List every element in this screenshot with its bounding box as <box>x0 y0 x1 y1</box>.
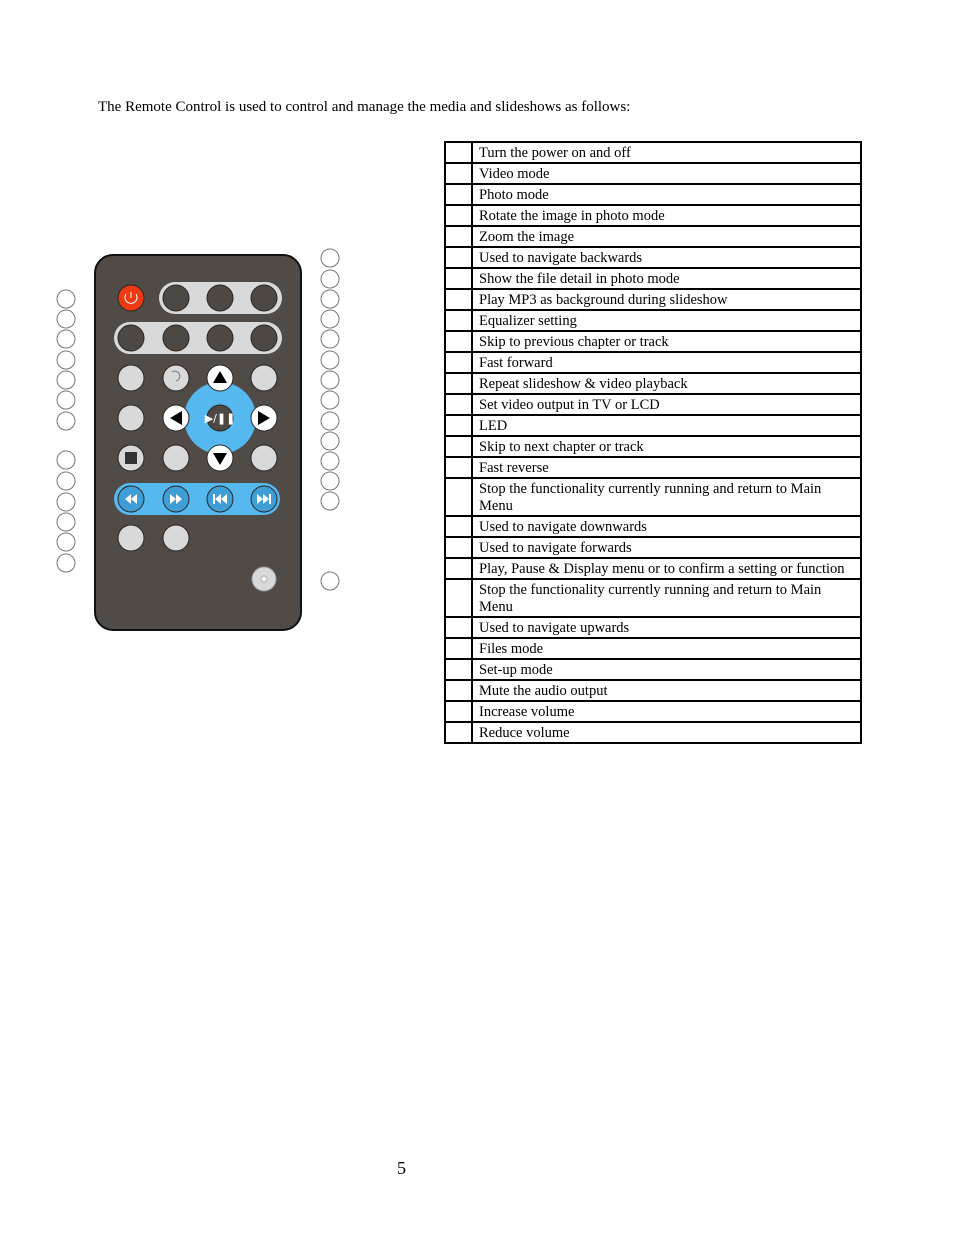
function-description: Set-up mode <box>472 659 861 680</box>
function-row <box>445 205 861 226</box>
function-description: Reduce volume <box>472 722 861 743</box>
callout-marker <box>321 371 339 389</box>
repeat-button[interactable] <box>118 525 144 551</box>
callout-marker <box>57 412 75 430</box>
photo-mode-button[interactable] <box>207 285 233 311</box>
function-description: Repeat slideshow & video playback <box>472 373 861 394</box>
function-description: Stop the functionality currently running and return to Main Menu <box>472 478 861 516</box>
function-row <box>445 680 861 701</box>
function-description: Turn the power on and off <box>472 142 861 163</box>
function-row <box>445 373 861 394</box>
stop-button-top[interactable] <box>251 365 277 391</box>
callout-marker <box>321 351 339 369</box>
rotate-button[interactable] <box>163 365 189 391</box>
function-number-cell <box>445 415 472 436</box>
function-description: Files mode <box>472 638 861 659</box>
function-row <box>445 537 861 558</box>
equalizer-button[interactable] <box>163 445 189 471</box>
callout-marker <box>321 452 339 470</box>
tv-lcd-button[interactable] <box>163 525 189 551</box>
callout-marker <box>57 472 75 490</box>
function-row <box>445 558 861 579</box>
function-row <box>445 331 861 352</box>
function-description: Fast reverse <box>472 457 861 478</box>
files-mode-button[interactable] <box>251 285 277 311</box>
function-row <box>445 638 861 659</box>
function-number-cell <box>445 558 472 579</box>
callout-marker <box>321 472 339 490</box>
function-description: Video mode <box>472 163 861 184</box>
callout-marker <box>321 492 339 510</box>
page-number: 5 <box>397 1158 406 1178</box>
function-description: LED <box>472 415 861 436</box>
function-row <box>445 415 861 436</box>
function-number-cell <box>445 436 472 457</box>
function-description: Play, Pause & Display menu or to confirm a setting or function <box>472 558 861 579</box>
function-number-cell <box>445 516 472 537</box>
function-number-cell <box>445 478 472 516</box>
function-number-cell <box>445 226 472 247</box>
function-table <box>444 141 862 744</box>
function-description: Set video output in TV or LCD <box>472 394 861 415</box>
function-number-cell <box>445 659 472 680</box>
function-number-cell <box>445 163 472 184</box>
callout-marker <box>321 412 339 430</box>
function-row <box>445 436 861 457</box>
callout-marker <box>57 451 75 469</box>
remote-control-diagram <box>0 0 440 650</box>
function-description: Skip to previous chapter or track <box>472 331 861 352</box>
function-number-cell <box>445 579 472 617</box>
callout-marker <box>57 554 75 572</box>
play-pause-icon: ▶/❚❚ <box>204 412 236 425</box>
function-row <box>445 478 861 516</box>
callout-marker <box>57 513 75 531</box>
callout-marker <box>321 572 339 590</box>
callout-marker <box>321 330 339 348</box>
function-number-cell <box>445 184 472 205</box>
function-number-cell <box>445 680 472 701</box>
function-description: Show the file detail in photo mode <box>472 268 861 289</box>
callout-marker <box>321 270 339 288</box>
function-description: Mute the audio output <box>472 680 861 701</box>
volume-down-button[interactable] <box>251 325 277 351</box>
volume-up-button[interactable] <box>207 325 233 351</box>
function-row <box>445 701 861 722</box>
stop-button-bottom[interactable] <box>251 445 277 471</box>
zoom-button[interactable] <box>118 365 144 391</box>
callout-marker <box>57 290 75 308</box>
function-number-cell <box>445 310 472 331</box>
function-number-cell <box>445 331 472 352</box>
function-row <box>445 352 861 373</box>
function-number-cell <box>445 722 472 743</box>
function-number-cell <box>445 537 472 558</box>
function-description: Fast forward <box>472 352 861 373</box>
function-description: Stop the functionality currently running and return to Main Menu <box>472 579 861 617</box>
video-mode-button[interactable] <box>163 285 189 311</box>
function-row <box>445 163 861 184</box>
function-number-cell <box>445 142 472 163</box>
callout-marker <box>321 391 339 409</box>
function-description: Skip to next chapter or track <box>472 436 861 457</box>
function-row <box>445 247 861 268</box>
function-row <box>445 516 861 537</box>
function-description: Play MP3 as background during slideshow <box>472 289 861 310</box>
function-number-cell <box>445 394 472 415</box>
setup-mode-button[interactable] <box>118 325 144 351</box>
callout-marker <box>57 371 75 389</box>
function-number-cell <box>445 352 472 373</box>
function-description: Used to navigate downwards <box>472 516 861 537</box>
function-row <box>445 659 861 680</box>
callout-marker <box>57 351 75 369</box>
function-number-cell <box>445 373 472 394</box>
callout-marker <box>57 310 75 328</box>
function-number-cell <box>445 247 472 268</box>
led-lens <box>261 576 267 582</box>
detail-button[interactable] <box>118 405 144 431</box>
function-row <box>445 457 861 478</box>
callout-marker <box>321 290 339 308</box>
function-description: Used to navigate forwards <box>472 537 861 558</box>
function-description: Used to navigate backwards <box>472 247 861 268</box>
function-row <box>445 226 861 247</box>
callout-marker <box>321 432 339 450</box>
callout-marker <box>57 533 75 551</box>
function-description: Used to navigate upwards <box>472 617 861 638</box>
function-number-cell <box>445 638 472 659</box>
callout-marker <box>321 249 339 267</box>
intro-text: The Remote Control is used to control and manage the media and slideshows as follows: <box>98 99 631 115</box>
function-number-cell <box>445 457 472 478</box>
function-number-cell <box>445 205 472 226</box>
function-row <box>445 579 861 617</box>
function-description: Photo mode <box>472 184 861 205</box>
callout-marker <box>57 391 75 409</box>
function-row <box>445 142 861 163</box>
function-description: Rotate the image in photo mode <box>472 205 861 226</box>
function-description: Zoom the image <box>472 226 861 247</box>
function-number-cell <box>445 268 472 289</box>
function-row <box>445 722 861 743</box>
function-number-cell <box>445 617 472 638</box>
function-row <box>445 310 861 331</box>
function-row <box>445 184 861 205</box>
function-row <box>445 394 861 415</box>
function-row <box>445 289 861 310</box>
callout-marker <box>57 330 75 348</box>
function-description: Equalizer setting <box>472 310 861 331</box>
function-number-cell <box>445 701 472 722</box>
callout-marker <box>57 493 75 511</box>
mp3-icon <box>125 452 137 464</box>
callout-marker <box>321 310 339 328</box>
function-description: Increase volume <box>472 701 861 722</box>
function-row <box>445 617 861 638</box>
function-row <box>445 268 861 289</box>
mute-button[interactable] <box>163 325 189 351</box>
function-number-cell <box>445 289 472 310</box>
